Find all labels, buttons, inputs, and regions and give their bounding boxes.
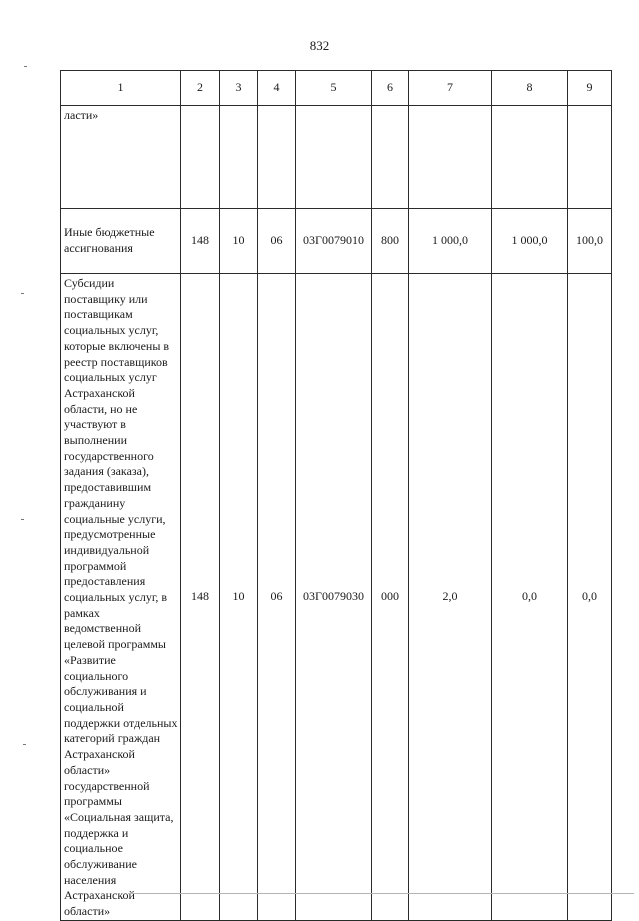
header-cell-7: 7	[409, 71, 492, 106]
header-cell-8: 8	[492, 71, 568, 106]
header-cell-1: 1	[61, 71, 181, 106]
row-cell: 0,0	[492, 274, 568, 921]
row-cell	[296, 106, 372, 209]
scan-edge-line	[128, 893, 634, 894]
row-cell	[220, 106, 258, 209]
row-cell: 100,0	[568, 209, 612, 274]
row-cell: 1 000,0	[409, 209, 492, 274]
table-row	[61, 106, 612, 209]
row-cell	[258, 106, 296, 209]
row-cell: 10	[220, 274, 258, 921]
header-cell-9: 9	[568, 71, 612, 106]
header-cell-4: 4	[258, 71, 296, 106]
row-cell	[492, 106, 568, 209]
row-cell	[372, 106, 409, 209]
row-cell: 000	[372, 274, 409, 921]
row-name: ласти»	[61, 106, 181, 209]
scan-speck	[23, 744, 26, 745]
row-cell: 03Г0079030	[296, 274, 372, 921]
row-cell	[181, 106, 220, 209]
header-cell-3: 3	[220, 71, 258, 106]
row-cell: 148	[181, 274, 220, 921]
row-name: Иные бюджетные ассигнования	[61, 209, 181, 274]
header-cell-2: 2	[181, 71, 220, 106]
row-cell: 06	[258, 274, 296, 921]
scan-speck	[24, 66, 27, 67]
header-cell-6: 6	[372, 71, 409, 106]
row-cell: 2,0	[409, 274, 492, 921]
table-row	[61, 209, 612, 274]
scan-speck	[21, 293, 24, 294]
scan-speck	[21, 519, 24, 520]
budget-table	[60, 70, 612, 921]
row-cell: 03Г0079010	[296, 209, 372, 274]
row-cell: 06	[258, 209, 296, 274]
row-cell	[409, 106, 492, 209]
header-cell-5: 5	[296, 71, 372, 106]
row-cell: 800	[372, 209, 409, 274]
row-cell	[568, 106, 612, 209]
page-number: 832	[309, 38, 330, 53]
header-row	[61, 71, 612, 106]
row-name: Субсидии поставщику или поставщикам социальных услуг, которые включены в реестр поставщиков социальных услуг Астраханской области, но не участвуют в выполнении государственного задания (заказа), предоставившим гражданину социальные услуги, предусмотренные индивидуальной программой предоставления социальных услуг, в рамках ведомственной целевой программы «Развитие социального обслуживания и социальной поддержки отдельных категорий граждан Астраханской области» государственной программы «Социальная защита, поддержка и социальное обслуживание населения Астраханской области»	[61, 274, 181, 921]
row-cell: 10	[220, 209, 258, 274]
row-cell: 0,0	[568, 274, 612, 921]
row-cell: 148	[181, 209, 220, 274]
row-cell: 1 000,0	[492, 209, 568, 274]
table-row	[61, 274, 612, 921]
